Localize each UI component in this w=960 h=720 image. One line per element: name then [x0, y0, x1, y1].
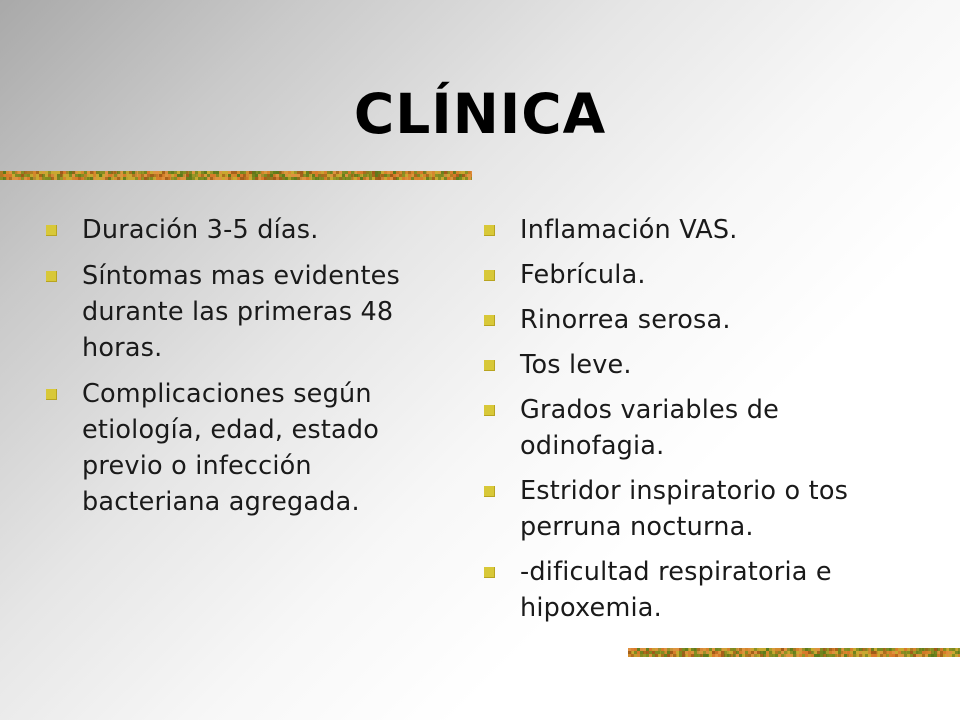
list-item [484, 212, 904, 248]
list-item-text: -dificultad respiratoria e hipoxemia. [520, 557, 832, 623]
square-bullet-icon [46, 225, 57, 236]
list-item [484, 392, 904, 464]
list-item [46, 258, 446, 366]
right-bullet-list [484, 212, 904, 635]
list-item-text: Síntomas mas evidentes durante las primeras 48 horas. [82, 261, 401, 363]
list-item [484, 554, 904, 626]
list-item [484, 347, 904, 383]
list-item [484, 302, 904, 338]
list-item [484, 473, 904, 545]
slide-title: CLÍNICA [353, 82, 607, 146]
square-bullet-icon [484, 567, 495, 578]
list-item [46, 212, 446, 248]
list-item-text: Complicaciones según etiología, edad, estado previo o infección bacteriana agregada. [82, 379, 380, 517]
square-bullet-icon [484, 360, 495, 371]
square-bullet-icon [484, 270, 495, 281]
square-bullet-icon [484, 486, 495, 497]
list-item [46, 376, 446, 520]
square-bullet-icon [46, 389, 57, 400]
list-item-text: Duración 3-5 días. [82, 215, 319, 245]
list-item-text: Inflamación VAS. [520, 215, 738, 245]
left-bullet-list [46, 212, 446, 530]
list-item [484, 257, 904, 293]
list-item-text: Grados variables de odinofagia. [520, 395, 779, 461]
decorative-rule-bottom [628, 648, 960, 657]
decorative-rule-top [0, 171, 472, 180]
square-bullet-icon [484, 405, 495, 416]
list-item-text: Estridor inspiratorio o tos perruna nocturna. [520, 476, 849, 542]
list-item-text: Febrícula. [520, 260, 646, 290]
square-bullet-icon [46, 271, 57, 282]
square-bullet-icon [484, 315, 495, 326]
list-item-text: Rinorrea serosa. [520, 305, 731, 335]
list-item-text: Tos leve. [520, 350, 632, 380]
square-bullet-icon [484, 225, 495, 236]
